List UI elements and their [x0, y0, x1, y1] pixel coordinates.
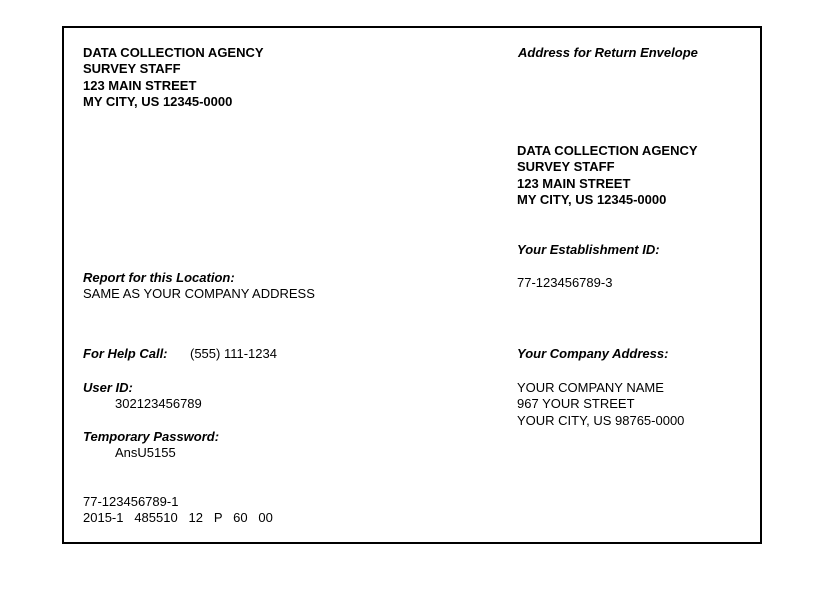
company-address-line: YOUR CITY, US 98765-0000: [517, 412, 685, 428]
user-id-block: [83, 380, 202, 413]
sender-address-line: MY CITY, US 12345-0000: [83, 93, 233, 109]
sender-address-line: SURVEY STAFF: [83, 61, 181, 77]
report-location-value: SAME AS YOUR COMPANY ADDRESS: [83, 286, 315, 302]
temporary-password-block: [83, 429, 219, 462]
report-location-label: Report for this Location:: [83, 270, 235, 285]
sender-address-line: 123 MAIN STREET: [83, 77, 197, 93]
company-address-line: YOUR COMPANY NAME: [517, 380, 664, 395]
form-code-line-2: 2015-1 485510 12 P 60 00: [83, 510, 273, 526]
establishment-id-value: 77-123456789-3: [517, 275, 613, 290]
help-call-phone: (555) 111-1234: [190, 346, 277, 361]
recipient-address-line: SURVEY STAFF: [517, 159, 615, 175]
report-location-block: [83, 270, 315, 303]
recipient-address-line: DATA COLLECTION AGENCY: [517, 143, 698, 158]
sender-address-line: DATA COLLECTION AGENCY: [83, 45, 264, 60]
form-codes-block: [83, 494, 273, 527]
temporary-password-label: Temporary Password:: [83, 429, 220, 444]
temporary-password-value: AnsU5155: [115, 445, 176, 461]
help-call-label: For Help Call:: [83, 346, 168, 361]
form-code-line-1: 77-123456789-1: [83, 494, 179, 509]
document-border: [62, 26, 762, 544]
recipient-address-block: [517, 143, 698, 208]
company-address-block: [517, 380, 684, 429]
company-address-line: 967 YOUR STREET: [517, 396, 635, 412]
sender-address-block: [83, 45, 264, 110]
return-envelope-heading: Address for Return Envelope: [518, 45, 698, 60]
recipient-address-line: 123 MAIN STREET: [517, 175, 631, 191]
recipient-address-line: MY CITY, US 12345-0000: [517, 191, 667, 207]
establishment-id-label: Your Establishment ID:: [517, 242, 660, 257]
user-id-value: 302123456789: [115, 396, 202, 412]
help-call-row: [83, 346, 383, 362]
company-address-label: Your Company Address:: [517, 346, 669, 361]
user-id-label: User ID:: [83, 380, 133, 395]
